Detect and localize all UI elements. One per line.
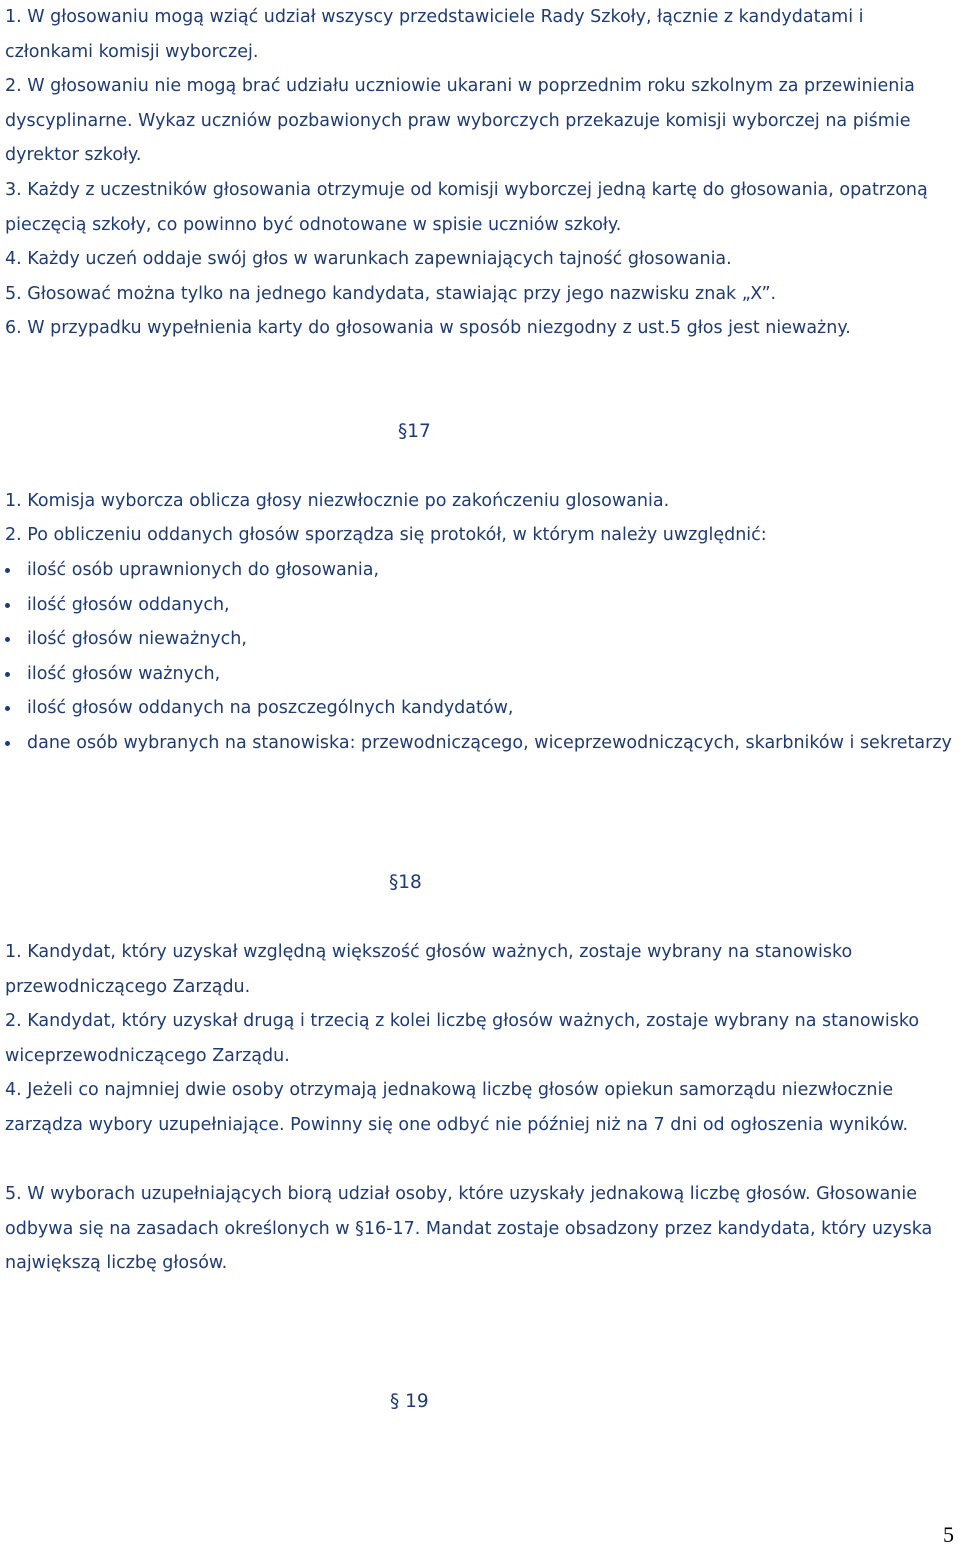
bullet-icon <box>5 672 10 677</box>
section17-paragraph-1: 1. Komisja wyborcza oblicza głosy niezwłocznie po zakończeniu glosowania. <box>5 491 670 511</box>
section16-paragraph-1: 1. W głosowaniu mogą wziąć udział wszyscy przedstawiciele Rady Szkoły, łącznie z kandydatami i członkami komisji wyborczej. <box>5 7 864 62</box>
protocol-items-list <box>5 553 955 761</box>
section18-heading: §18 <box>389 872 422 893</box>
list-item: ilość głosów ważnych, <box>5 657 955 692</box>
bullet-icon <box>5 568 10 573</box>
section16-paragraph-2: 2. W głosowaniu nie mogą brać udziału uczniowie ukarani w poprzednim roku szkolnym za przewinienia dyscyplinarne. Wykaz uczniów pozbawionych praw wyborczych przekazuje komisji wyborczej na piśmie dyrektor szkoły. <box>5 76 915 166</box>
bullet-icon <box>5 603 10 608</box>
section16-paragraph-6: 6. W przypadku wypełnienia karty do głosowania w sposób niezgodny z ust.5 głos jest nieważny. <box>5 318 851 338</box>
section19-heading: § 19 <box>390 1391 429 1412</box>
bullet-icon <box>5 706 10 711</box>
bullet-icon <box>5 637 10 642</box>
list-item: ilość osób uprawnionych do głosowania, <box>5 553 955 588</box>
section18-paragraph-4: 4. Jeżeli co najmniej dwie osoby otrzymają jednakową liczbę głosów opiekun samorządu niezwłocznie zarządza wybory uzupełniające. Powinny się one odbyć nie później niż na 7 dni od ogłoszenia wyników. <box>5 1080 909 1135</box>
page-number: 5 <box>943 1522 954 1547</box>
section16-paragraph-5: 5. Głosować można tylko na jednego kandydata, stawiając przy jego nazwisku znak „X”. <box>5 284 777 304</box>
list-item: ilość głosów oddanych na poszczególnych kandydatów, <box>5 691 955 726</box>
section16-paragraph-4: 4. Każdy uczeń oddaje swój głos w warunkach zapewniających tajność głosowania. <box>5 249 732 269</box>
list-item: dane osób wybranych na stanowiska: przewodniczącego, wiceprzewodniczących, skarbników i sekretarzy <box>5 726 955 761</box>
section18-paragraph-1: 1. Kandydat, który uzyskał względną większość głosów ważnych, zostaje wybrany na stanowisko przewodniczącego Zarządu. <box>5 942 853 997</box>
section16-paragraph-3: 3. Każdy z uczestników głosowania otrzymuje od komisji wyborczej jedną kartę do głosowania, opatrzoną pieczęcią szkoły, co powinno być odnotowane w spisie uczniów szkoły. <box>5 180 928 235</box>
section17-paragraph-2: 2. Po obliczeniu oddanych głosów sporządza się protokół, w którym należy uwzględnić: <box>5 525 767 545</box>
list-item: ilość głosów oddanych, <box>5 588 955 623</box>
list-item: ilość głosów nieważnych, <box>5 622 955 657</box>
section18-paragraph-5: 5. W wyborach uzupełniających biorą udział osoby, które uzyskały jednakową liczbę głosów. Głosowanie odbywa się na zasadach określonych w §16-17. Mandat zostaje obsadzony przez kandydata, który uzyska największą liczbę głosów. <box>5 1184 933 1274</box>
section17-heading: §17 <box>398 421 431 442</box>
section18-paragraph-2: 2. Kandydat, który uzyskał drugą i trzecią z kolei liczbę głosów ważnych, zostaje wybrany na stanowisko wiceprzewodniczącego Zarządu. <box>5 1011 920 1066</box>
bullet-icon <box>5 741 10 746</box>
